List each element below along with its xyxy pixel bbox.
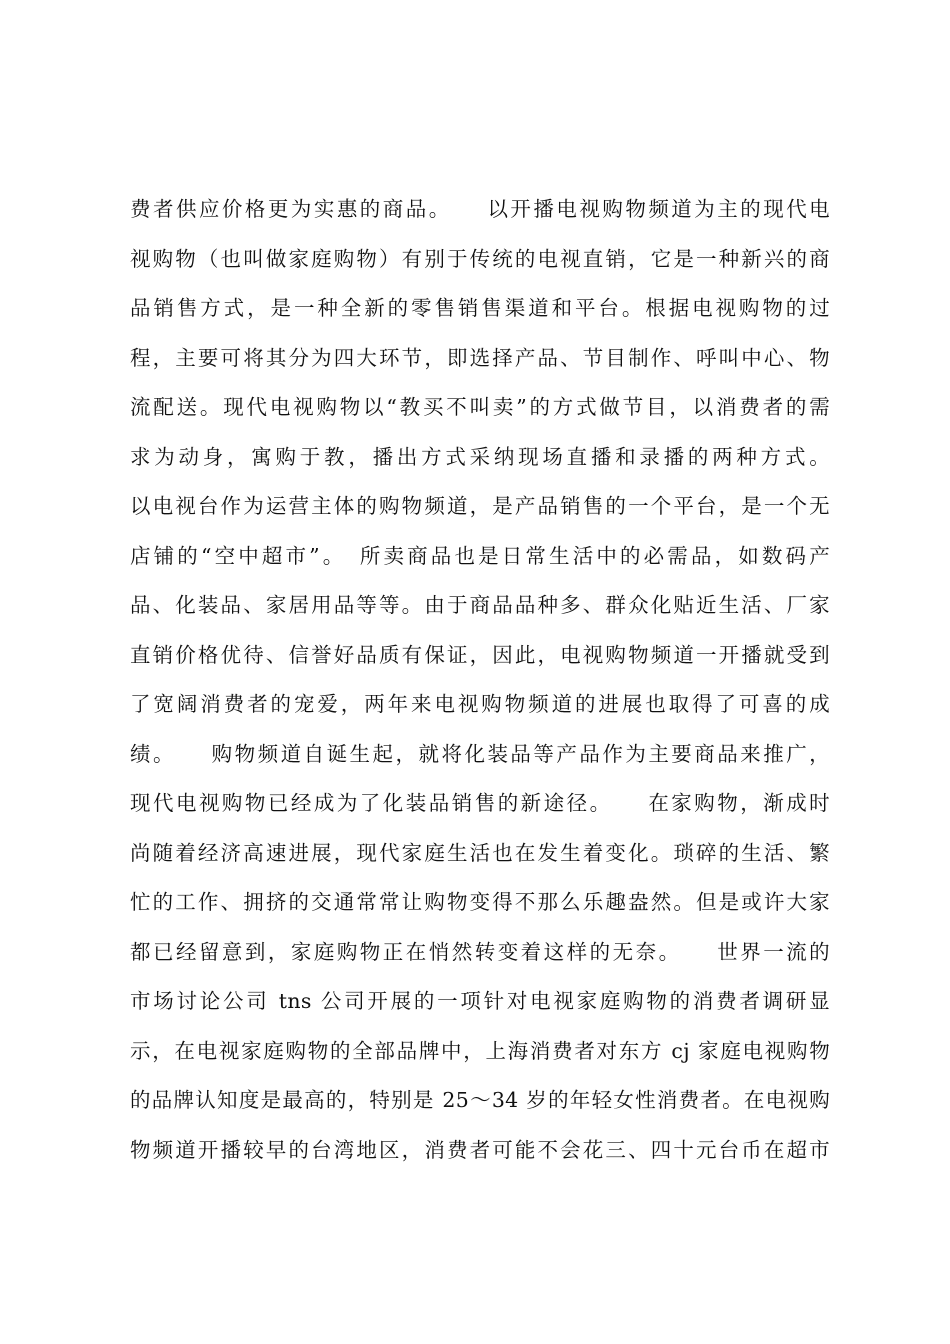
text-line: 费者供应价格更为实惠的商品。 以开播电视购物频道为主的现代电 (130, 197, 830, 221)
text-line: 忙的工作、拥挤的交通常常让购物变得不那么乐趣盎然。但是或许大家 (130, 890, 830, 914)
text-line: 都已经留意到，家庭购物正在悄然转变着这样的无奈。 世界一流的 (130, 939, 830, 964)
text-line: 的品牌认知度是最高的，特别是 25～34 岁的年轻女性消费者。在电视购 (130, 1088, 830, 1112)
text-line: 品、化装品、家居用品等等。由于商品品种多、群众化贴近生活、厂家 (130, 593, 830, 617)
text-line: 以电视台作为运营主体的购物频道，是产品销售的一个平台，是一个无 (130, 494, 830, 518)
text-line: 物频道开播较早的台湾地区，消费者可能不会花三、四十元台币在超市 (130, 1137, 830, 1162)
text-line: 店铺的“空中超市”。 所卖商品也是日常生活中的必需品，如数码产 (130, 543, 830, 568)
text-line: 品销售方式，是一种全新的零售销售渠道和平台。根据电视购物的过 (130, 296, 830, 320)
text-line: 视购物（也叫做家庭购物）有别于传统的电视直销，它是一种新兴的商 (130, 246, 830, 271)
text-line: 直销价格优待、信誉好品质有保证，因此，电视购物频道一开播就受到 (130, 642, 830, 667)
body-text (130, 185, 830, 1175)
text-line: 市场讨论公司 tns 公司开展的一项针对电视家庭购物的消费者调研显 (130, 989, 830, 1013)
text-line: 程，主要可将其分为四大环节，即选择产品、节目制作、呼叫中心、物 (130, 345, 830, 370)
text-line: 了宽阔消费者的宠爱，两年来电视购物频道的进展也取得了可喜的成 (130, 692, 830, 716)
text-line: 示，在电视家庭购物的全部品牌中，上海消费者对东方 cj 家庭电视购物 (130, 1038, 830, 1063)
text-line: 绩。 购物频道自诞生起，就将化装品等产品作为主要商品来推广， (130, 741, 830, 766)
text-line: 求为动身，寓购于教，播出方式采纳现场直播和录播的两种方式。 (130, 444, 830, 469)
text-line: 流配送。现代电视购物以“教买不叫卖”的方式做节目，以消费者的需 (130, 395, 830, 419)
text-line: 现代电视购物已经成为了化装品销售的新途径。 在家购物，渐成时 (130, 791, 830, 815)
text-line: 尚随着经济高速进展，现代家庭生活也在发生着变化。琐碎的生活、繁 (130, 840, 830, 865)
